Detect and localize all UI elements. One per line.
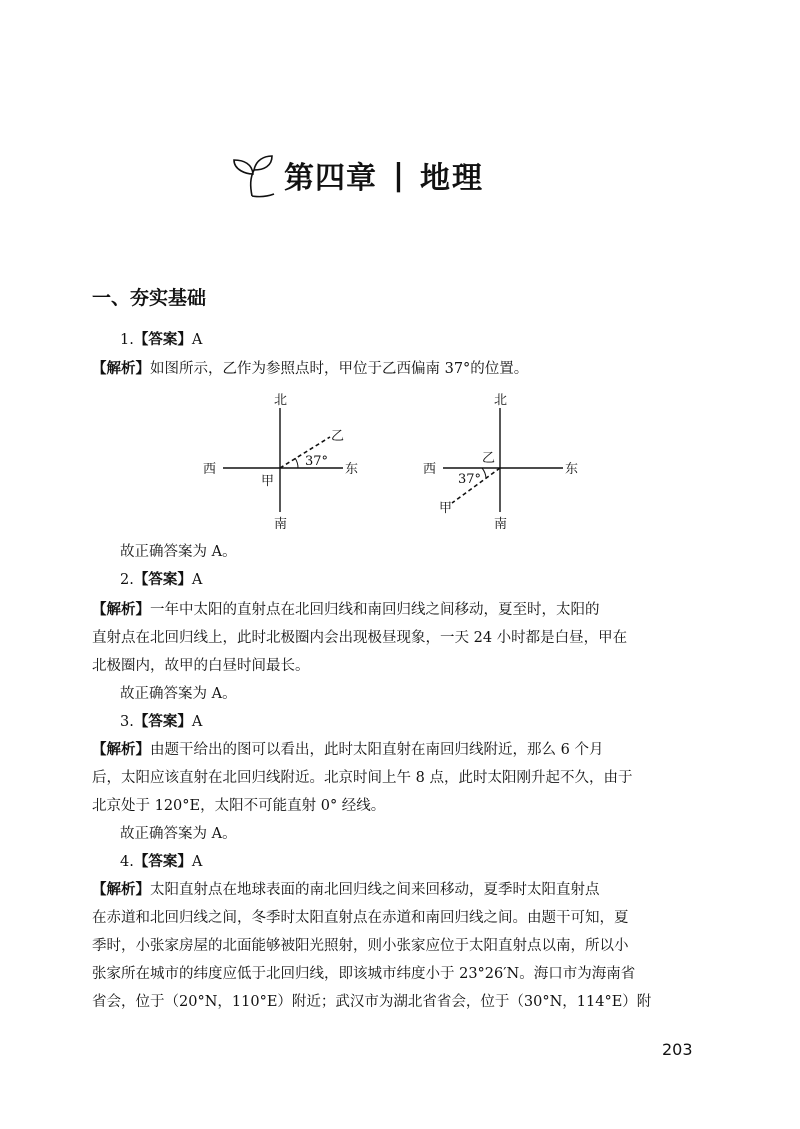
q2-answer-number: 2. — [120, 572, 134, 588]
chapter-subject: 地理 — [419, 161, 484, 196]
label-north: 北 — [274, 393, 288, 408]
chapter-title: 第四章 — [284, 161, 377, 196]
q1-answer-tag: 【答案】 — [133, 332, 192, 348]
label-angle: 37° — [458, 472, 482, 487]
q1-analysis-tag: 【解析】 — [92, 361, 150, 377]
q4-answer-number: 4. — [120, 854, 134, 870]
label-west: 西 — [423, 462, 437, 477]
q4-answer — [120, 852, 202, 872]
q2-analysis-line: 直射点在北回归线上，此时北极圈内会出现极昼现象，一天 24 小时都是白昼，甲在 — [92, 630, 628, 646]
q3-answer-value: A — [191, 714, 203, 730]
q4-analysis-line: 张家所在城市的纬度应低于北回归线，即该城市纬度小于 23°26′N。海口市为海南省 — [92, 966, 636, 982]
label-west: 西 — [203, 462, 217, 477]
q3-answer — [120, 712, 202, 732]
q4-analysis-line: 省会，位于（20°N，110°E）附近；武汉市为湖北省省会，位于（30°N，114°E）附 — [92, 994, 652, 1010]
q2-answer-value: A — [191, 572, 203, 588]
q3-analysis-text: 由题干给出的图可以看出，此时太阳直射在南回归线附近，那么 6 个月 — [150, 742, 604, 758]
page-number: 203 — [662, 1040, 693, 1059]
label-yi: 乙 — [331, 429, 345, 444]
q4-analysis-text: 太阳直射点在地球表面的南北回归线之间来回移动，夏季时太阳直射点 — [150, 882, 600, 898]
label-angle: 37° — [305, 454, 329, 469]
q3-analysis-line: 北京处于 120°E，太阳不可能直射 0° 经线。 — [92, 798, 386, 814]
q2-analysis-tag: 【解析】 — [92, 602, 150, 618]
label-jia: 甲 — [261, 474, 275, 489]
label-south: 南 — [494, 517, 508, 532]
label-north: 北 — [494, 393, 508, 408]
compass-diagram-left — [195, 390, 415, 540]
label-east: 东 — [565, 462, 579, 477]
q3-analysis-line — [92, 740, 603, 760]
q2-analysis-text: 一年中太阳的直射点在北回归线和南回归线之间移动，夏至时，太阳的 — [150, 602, 600, 618]
q2-conclusion: 故正确答案为 A。 — [120, 686, 237, 702]
angle-arc — [482, 468, 486, 478]
q2-answer-tag: 【答案】 — [133, 572, 192, 588]
label-jia: 甲 — [439, 501, 453, 516]
section-heading: 一、夯实基础 — [92, 287, 207, 309]
q3-analysis-line: 后，太阳应该直射在北回归线附近。北京时间上午 8 点，此时太阳刚升起不久，由于 — [92, 770, 633, 786]
q1-answer — [120, 330, 202, 350]
q2-answer — [120, 570, 202, 590]
q1-answer-value: A — [191, 332, 203, 348]
q4-analysis-line: 在赤道和北回归线之间，冬季时太阳直射点在赤道和南回归线之间。由题干可知，夏 — [92, 910, 629, 926]
q2-analysis-line — [92, 600, 600, 620]
q3-answer-tag: 【答案】 — [133, 714, 192, 730]
label-east: 东 — [345, 462, 359, 477]
q4-analysis-line: 季时，小张家房屋的北面能够被阳光照射，则小张家应位于太阳直射点以南，所以小 — [92, 938, 629, 954]
q3-answer-number: 3. — [120, 714, 134, 730]
q4-answer-tag: 【答案】 — [133, 854, 192, 870]
chapter-divider: | — [393, 157, 404, 193]
q1-answer-number: 1. — [120, 332, 134, 348]
q4-analysis-tag: 【解析】 — [92, 882, 150, 898]
compass-diagram-right — [415, 390, 635, 540]
q1-conclusion: 故正确答案为 A。 — [120, 544, 237, 560]
chapter-header — [228, 140, 484, 210]
q1-analysis — [92, 359, 528, 379]
label-south: 南 — [274, 517, 288, 532]
q4-answer-value: A — [191, 854, 203, 870]
q1-analysis-text: 如图所示，乙作为参照点时，甲位于乙西偏南 37°的位置。 — [150, 361, 529, 377]
sprout-icon — [228, 150, 278, 200]
q3-analysis-tag: 【解析】 — [92, 742, 150, 758]
label-yi: 乙 — [482, 451, 496, 466]
q4-analysis-line — [92, 880, 600, 900]
q3-conclusion: 故正确答案为 A。 — [120, 826, 237, 842]
q2-analysis-line: 北极圈内，故甲的白昼时间最长。 — [92, 658, 310, 674]
angle-arc — [295, 458, 298, 468]
